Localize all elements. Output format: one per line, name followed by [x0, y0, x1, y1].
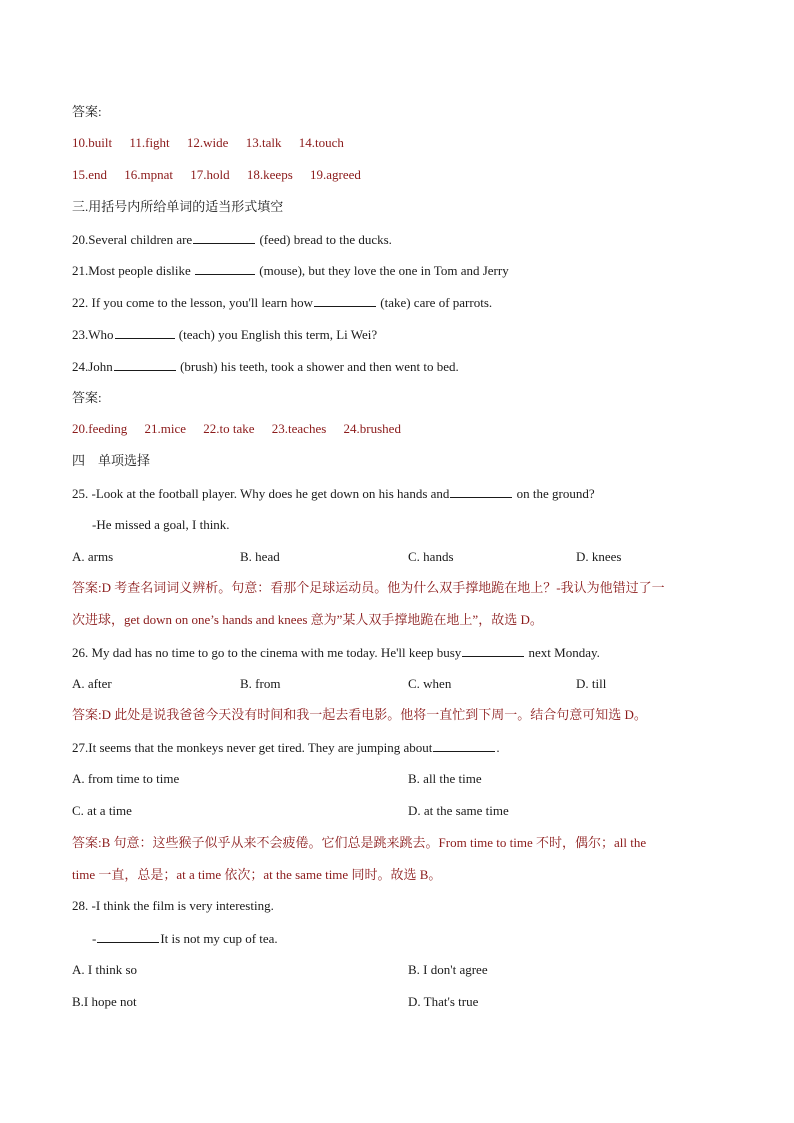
answer-blank — [115, 326, 175, 339]
answer-item: 18.keeps — [246, 167, 293, 182]
answer-item: 12.wide — [186, 135, 229, 150]
answer-explanation: 答案:D 考查名词词义辨析。句意：看那个足球运动员。他为什么双手撑地跪在地上？-我认为他错过了一 — [72, 580, 665, 595]
answer-row — [72, 421, 401, 437]
question-text: 26. My dad has no time to go to the cinema with me today. He'll keep busy — [72, 645, 462, 660]
question-text: (take) care of parrots. — [377, 295, 493, 310]
answer-row — [72, 135, 344, 151]
answer-item: 11.fight — [129, 135, 170, 150]
option-d: D. till — [576, 676, 607, 691]
answer-item: 15.end — [72, 167, 108, 182]
answer-item: 19.agreed — [310, 167, 361, 182]
answer-explanation: 次进球，get down on one’s hands and knees 意为”某人双手撑地跪在地上”，故选 D。 — [72, 612, 543, 627]
answer-item: 22.to take — [203, 421, 255, 436]
question-text: 25. -Look at the football player. Why does he get down on his hands and — [72, 486, 450, 501]
question-22 — [72, 294, 492, 311]
question-20 — [72, 231, 392, 248]
question-text: 21.Most people dislike — [72, 263, 195, 278]
answer-item: 13.talk — [245, 135, 282, 150]
question-23 — [72, 326, 377, 343]
question-text: (brush) his teeth, took a shower and then went to bed. — [176, 359, 459, 374]
question-text: . — [496, 740, 500, 755]
answer-blank — [314, 294, 376, 307]
option-d: D. That's true — [408, 994, 479, 1009]
answer-item: 21.mice — [144, 421, 186, 436]
answer-item: 14.touch — [298, 135, 344, 150]
question-text: 24.John — [72, 359, 113, 374]
answer-blank — [195, 262, 255, 275]
section-heading: 四 单项选择 — [72, 453, 151, 468]
dialogue-reply — [92, 930, 278, 947]
answer-blank — [433, 739, 495, 752]
answer-blank — [462, 644, 524, 657]
question-text: It is not my cup of tea. — [160, 931, 278, 946]
option-b: B. head — [240, 549, 280, 564]
answer-item: 20.feeding — [72, 421, 128, 436]
option-b: B. from — [240, 676, 281, 691]
dialogue-reply: -He missed a goal, I think. — [92, 517, 230, 532]
answer-blank — [193, 231, 255, 244]
option-c: C. when — [408, 676, 452, 691]
question-text: next Monday. — [525, 645, 600, 660]
question-21 — [72, 262, 509, 279]
answer-item: 17.hold — [190, 167, 230, 182]
answer-explanation: 答案:B 句意：这些猴子似乎从来不会疲倦。它们总是跳来跳去。From time to time 不时，偶尔；all the — [72, 835, 647, 850]
option-b: B. all the time — [408, 771, 482, 786]
option-c: C. at a time — [72, 803, 132, 818]
question-text: - — [92, 931, 97, 946]
question-26 — [72, 644, 600, 661]
option-a: A. arms — [72, 549, 114, 564]
question-25 — [72, 485, 595, 502]
answer-label: 答案: — [72, 104, 102, 119]
option-d: D. knees — [576, 549, 622, 564]
question-text: 20.Several children are — [72, 232, 193, 247]
answer-explanation: time 一直，总是；at a time 依次；at the same time 同时。故选 B。 — [72, 867, 442, 882]
answer-label: 答案: — [72, 390, 102, 405]
question-28: 28. -I think the film is very interesting. — [72, 898, 274, 913]
option-c: B.I hope not — [72, 994, 137, 1009]
answer-item: 16.mpnat — [124, 167, 174, 182]
question-text: (feed) bread to the ducks. — [256, 232, 392, 247]
answer-blank — [114, 358, 176, 371]
section-heading: 三.用括号内所给单词的适当形式填空 — [72, 199, 284, 214]
option-d: D. at the same time — [408, 803, 509, 818]
answer-blank — [450, 485, 512, 498]
question-24 — [72, 358, 459, 375]
answer-row — [72, 167, 361, 183]
option-a: A. from time to time — [72, 771, 180, 786]
question-text: (teach) you English this term, Li Wei? — [175, 327, 378, 342]
question-text: 22. If you come to the lesson, you'll learn how — [72, 295, 313, 310]
answer-item: 24.brushed — [343, 421, 401, 436]
question-text: (mouse), but they love the one in Tom and Jerry — [256, 263, 509, 278]
answer-item: 23.teaches — [271, 421, 327, 436]
question-text: 27.It seems that the monkeys never get tired. They are jumping about — [72, 740, 433, 755]
question-text: on the ground? — [513, 486, 595, 501]
answer-blank — [97, 930, 159, 943]
answer-explanation: 答案:D 此处是说我爸爸今天没有时间和我一起去看电影。他将一直忙到下周一。结合句意可知选 D。 — [72, 707, 647, 722]
answer-item: 10.built — [72, 135, 113, 150]
option-a: A. after — [72, 676, 112, 691]
option-a: A. I think so — [72, 962, 137, 977]
option-b: B. I don't agree — [408, 962, 488, 977]
question-27 — [72, 739, 500, 756]
option-c: C. hands — [408, 549, 454, 564]
question-text: 23.Who — [72, 327, 114, 342]
